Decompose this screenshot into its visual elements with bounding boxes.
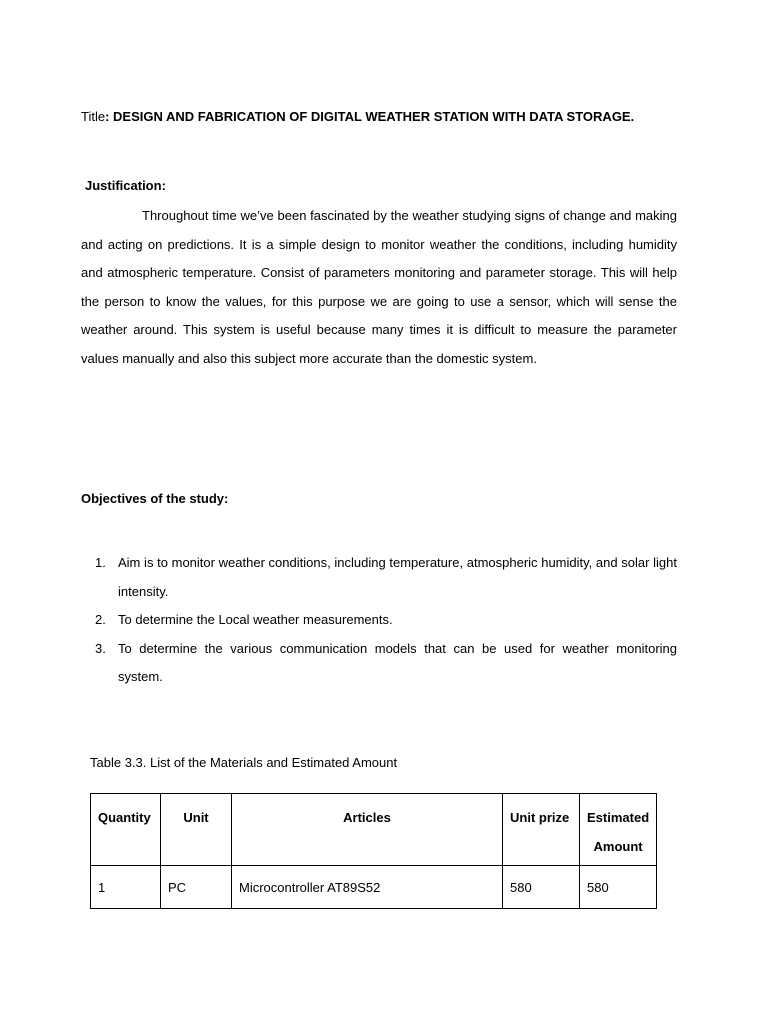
title-text: DESIGN AND FABRICATION OF DIGITAL WEATHER STATION WITH DATA STORAGE. <box>109 109 635 124</box>
table-row <box>91 866 657 909</box>
objectives-heading: Objectives of the study: <box>81 491 229 506</box>
cell-unit-prize: 580 <box>503 866 580 909</box>
table-header-row <box>91 794 657 866</box>
materials-table <box>90 793 657 909</box>
header-quantity: Quantity <box>91 794 161 866</box>
objective-number: 3. <box>95 640 106 656</box>
title-label: Title <box>81 109 106 124</box>
header-unit-prize: Unit prize <box>503 794 580 866</box>
cell-quantity: 1 <box>91 866 161 909</box>
cell-estimated-amount: 580 <box>580 866 657 909</box>
objective-item <box>81 549 677 606</box>
title-colon: : <box>105 109 110 124</box>
header-articles: Articles <box>232 794 503 866</box>
objective-number: 1. <box>95 555 106 570</box>
objective-item <box>81 635 677 692</box>
table-caption: Table 3.3. List of the Materials and Estimated Amount <box>90 755 398 770</box>
justification-heading: Justification: <box>85 178 166 193</box>
objective-text: To determine the various communication models that can be used for weather monitoring system. <box>118 640 677 684</box>
header-estimated-amount: Estimated Amount <box>580 794 657 866</box>
cell-unit: PC <box>161 866 232 909</box>
header-unit: Unit <box>161 794 232 866</box>
document-title <box>81 109 634 124</box>
objectives-list <box>81 549 677 692</box>
objective-number: 2. <box>95 612 106 627</box>
objective-text: To determine the Local weather measurements. <box>118 612 393 627</box>
cell-articles: Microcontroller AT89S52 <box>232 866 503 909</box>
justification-paragraph: Throughout time we’ve been fascinated by the weather studying signs of change and making and acting on predictions. It is a simple design to monitor weather the conditions, including humidity and atmospheric temperature. Consist of parameters monitoring and parameter storage. This will help the person to know the values, for this purpose we are going to use a sensor, which will sense the weather around. This system is useful because many times it is difficult to measure the parameter values manually and also this subject more accurate than the domestic system. <box>81 208 677 366</box>
objective-item <box>81 606 677 635</box>
objective-text: Aim is to monitor weather conditions, including temperature, atmospheric humidity, and solar light intensity. <box>118 555 677 599</box>
